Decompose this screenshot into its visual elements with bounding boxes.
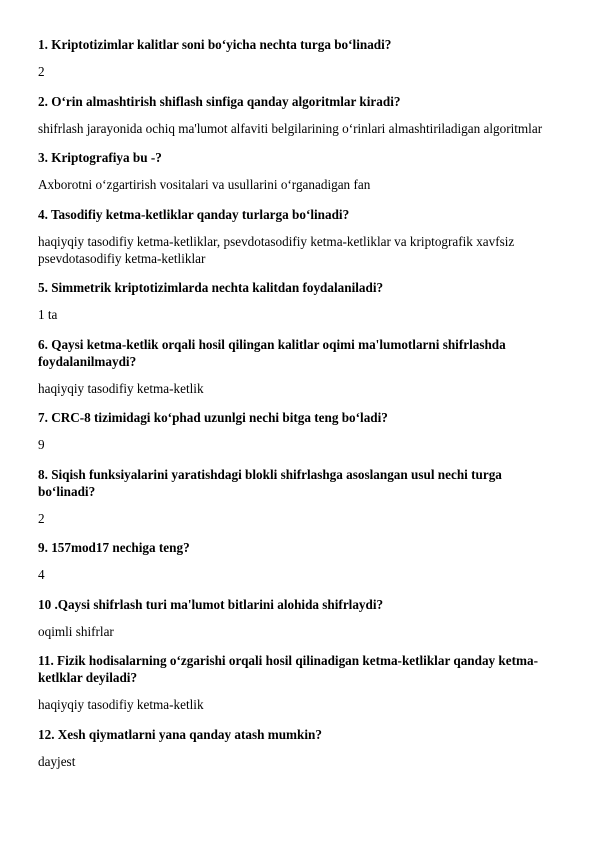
answer-4: haqiyqiy tasodifiy ketma-ketliklar, psevdotasodifiy ketma-ketliklar va kriptografik xavfsiz psevdotasodifiy ketma-ketliklar [38, 233, 515, 266]
question-11: 11. Fizik hodisalarning o‘zgarishi orqali hosil qilinadigan ketma-ketliklar qanday ketma-ketlklar deyiladi? [38, 653, 538, 685]
document-page [38, 36, 558, 782]
qa-item-1 [38, 36, 558, 80]
qa-item-5 [38, 279, 558, 323]
question-10: 10 .Qaysi shifrlash turi ma'lumot bitlarini alohida shifrlaydi? [38, 596, 384, 612]
qa-item-3 [38, 149, 558, 193]
answer-2: shifrlash jarayonida ochiq ma'lumot alfaviti belgilarining o‘rinlari almashtiriladigan algoritmlar [38, 120, 543, 136]
question-8: 8. Siqish funksiyalarini yaratishdagi blokli shifrlashga asoslangan usul nechi turga bo‘linadi? [38, 466, 502, 499]
answer-3: Axborotni o‘zgartirish vositalari va usullarini o‘rganadigan fan [38, 177, 371, 192]
question-1: 1. Kriptotizimlar kalitlar soni bo‘yicha nechta turga bo‘linadi? [38, 37, 392, 52]
answer-12: dayjest [38, 753, 76, 769]
qa-item-12 [38, 726, 558, 770]
qa-item-2 [38, 93, 558, 137]
question-2: 2. O‘rin almashtirish shiflash sinfiga qanday algoritmlar kiradi? [38, 93, 401, 109]
answer-1: 2 [38, 64, 45, 79]
question-4: 4. Tasodifiy ketma-ketliklar qanday turlarga bo‘linadi? [38, 206, 350, 222]
qa-item-8 [38, 466, 558, 527]
answer-6: haqiyqiy tasodifiy ketma-ketlik [38, 380, 204, 396]
qa-item-4 [38, 206, 558, 267]
question-3: 3. Kriptografiya bu -? [38, 150, 162, 165]
answer-5: 1 ta [38, 307, 58, 322]
qa-item-10 [38, 596, 558, 640]
qa-item-9 [38, 539, 558, 583]
question-9: 9. 157mod17 nechiga teng? [38, 540, 190, 555]
answer-7: 9 [38, 437, 45, 452]
qa-item-7 [38, 409, 558, 453]
answer-10: oqimli shifrlar [38, 623, 114, 639]
answer-11: haqiyqiy tasodifiy ketma-ketlik [38, 697, 204, 712]
question-6: 6. Qaysi ketma-ketlik orqali hosil qilingan kalitlar oqimi ma'lumotlarni shifrlashda foydalanilmaydi? [38, 336, 506, 369]
answer-8: 2 [38, 510, 45, 526]
question-12: 12. Xesh qiymatlarni yana qanday atash mumkin? [38, 726, 322, 742]
qa-item-11 [38, 652, 558, 713]
question-5: 5. Simmetrik kriptotizimlarda nechta kalitdan foydalaniladi? [38, 280, 384, 295]
answer-9: 4 [38, 567, 45, 582]
question-7: 7. CRC-8 tizimidagi ko‘phad uzunlgi nechi bitga teng bo‘ladi? [38, 410, 388, 425]
qa-item-6 [38, 336, 558, 397]
